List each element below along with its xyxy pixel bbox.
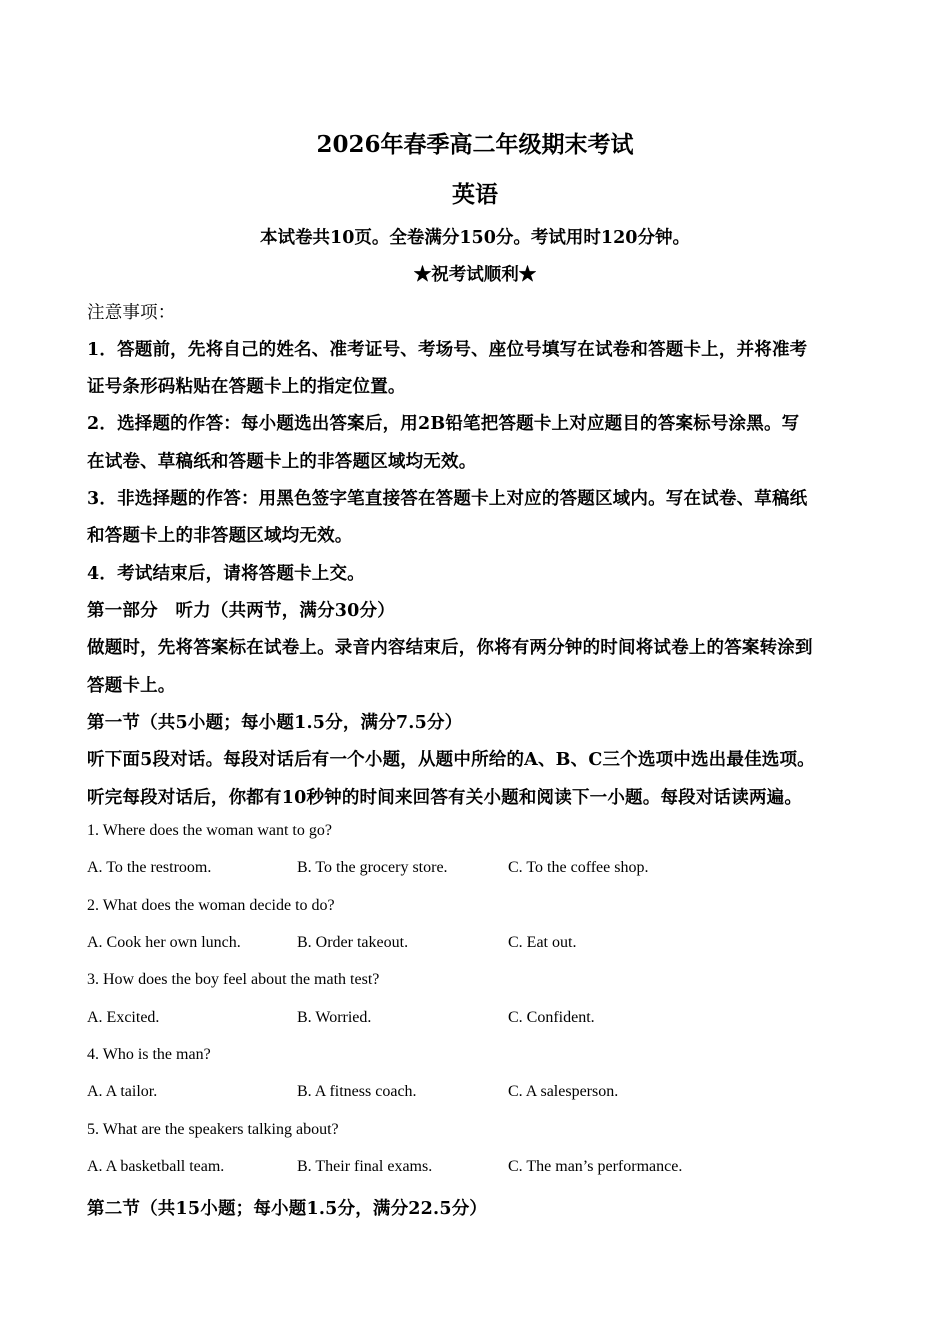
option-c: C. To the coffee shop. [508,859,649,876]
option-c: C. Confident. [508,1009,595,1026]
option-c: C. The man’s performance. [508,1158,683,1175]
notice-item-2-line-1: 2．选择题的作答：每小题选出答案后，用2B铅笔把答题卡上对应题目的答案标号涂黑。写 [87,414,800,434]
option-a: A. Excited. [87,1009,160,1026]
question-stem: 4. Who is the man? [87,1046,211,1063]
notice-heading: 注意事项： [87,303,176,323]
option-c: C. A salesperson. [508,1083,619,1100]
notice-item-1-line-1: 1．答题前，先将自己的姓名、准考证号、考场号、座位号填写在试卷和答题卡上，并将准考 [87,340,808,360]
notice-item-1-line-2: 证号条形码粘贴在答题卡上的指定位置。 [87,377,406,397]
part1-intro-line-1: 做题时，先将答案标在试卷上。录音内容结束后，你将有两分钟的时间将试卷上的答案转涂到 [87,638,813,658]
question-stem: 2. What does the woman decide to do? [87,897,335,914]
section1-heading: 第一节（共5小题；每小题1.5分，满分7.5分） [87,713,463,733]
part1-heading: 第一部分 听力（共两节，满分30分） [87,601,395,621]
subject-title: 英语 [452,181,498,208]
section2-heading: 第二节（共15小题；每小题1.5分，满分22.5分） [87,1199,488,1219]
question-stem: 5. What are the speakers talking about? [87,1121,339,1138]
option-b: B. Their final exams. [297,1158,433,1175]
option-c: C. Eat out. [508,934,577,951]
question-stem: 3. How does the boy feel about the math test? [87,971,380,988]
option-a: A. Cook her own lunch. [87,934,241,951]
option-b: B. Worried. [297,1009,372,1026]
notice-item-2-line-2: 在试卷、草稿纸和答题卡上的非答题区域均无效。 [87,452,477,472]
option-b: B. To the grocery store. [297,859,448,876]
section1-intro-line-2: 听完每段对话后，你都有10秒钟的时间来回答有关小题和阅读下一小题。每段对话读两遍。 [87,788,803,808]
exam-title: 2026年春季高二年级期末考试 [316,131,634,158]
section1-intro-line-1: 听下面5段对话。每段对话后有一个小题，从题中所给的A、B、C三个选项中选出最佳选项。 [87,750,815,770]
option-a: A. A tailor. [87,1083,158,1100]
option-b: B. Order takeout. [297,934,409,951]
good-luck-wish: ★祝考试顺利★ [413,265,537,285]
option-a: A. A basketball team. [87,1158,225,1175]
option-a: A. To the restroom. [87,859,212,876]
part1-intro-line-2: 答题卡上。 [87,676,176,696]
notice-item-3-line-1: 3．非选择题的作答：用黑色签字笔直接答在答题卡上对应的答题区域内。写在试卷、草稿纸 [87,489,808,509]
notice-item-3-line-2: 和答题卡上的非答题区域均无效。 [87,526,353,546]
exam-info: 本试卷共10页。全卷满分150分。考试用时120分钟。 [260,228,690,248]
option-b: B. A fitness coach. [297,1083,417,1100]
notice-item-4: 4．考试结束后，请将答题卡上交。 [87,564,365,584]
question-stem: 1. Where does the woman want to go? [87,822,332,839]
